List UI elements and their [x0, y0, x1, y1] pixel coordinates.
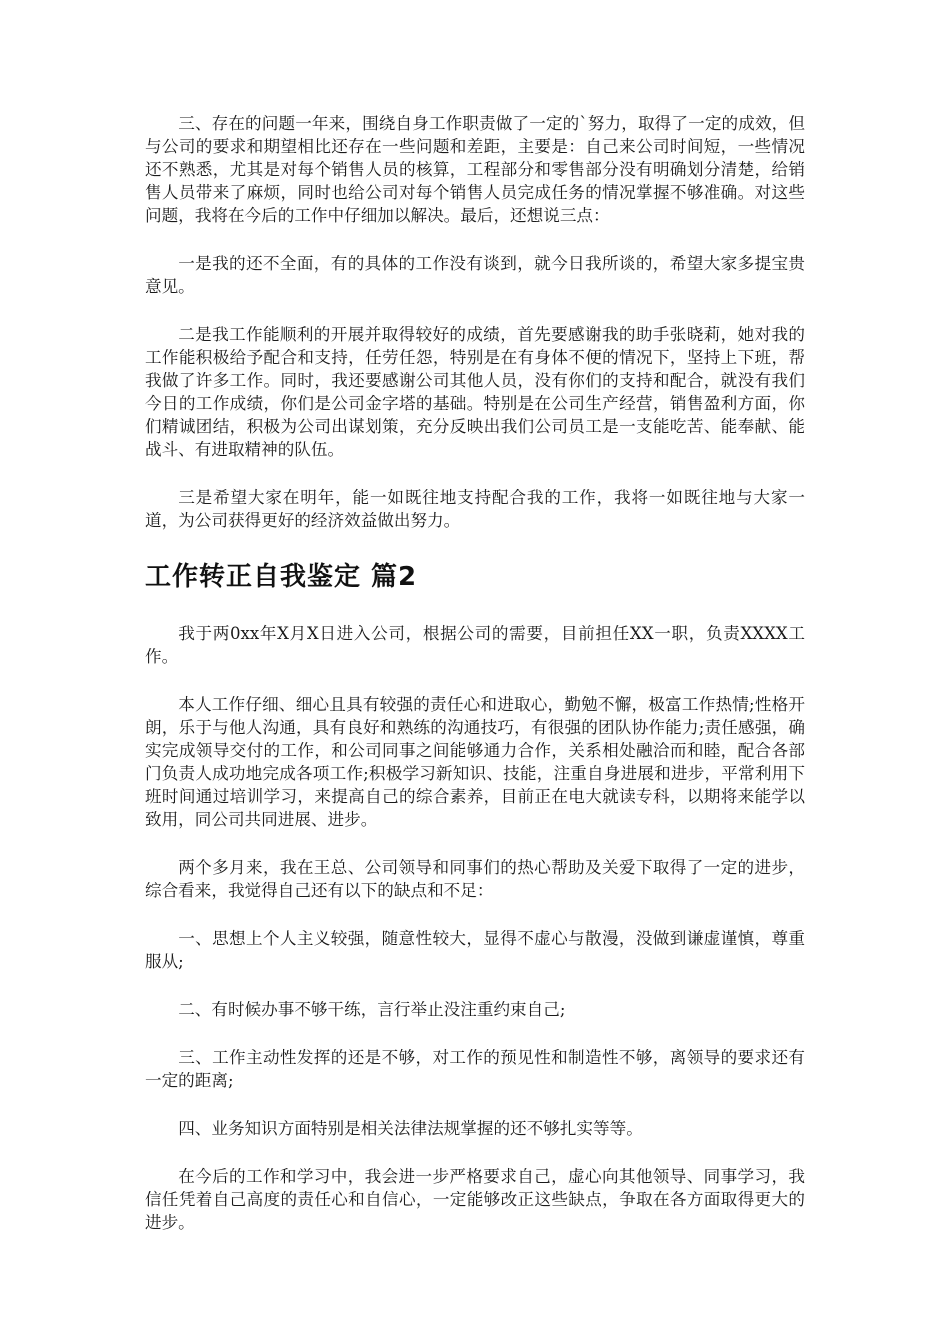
paragraph-intro: 我于两0xx年X月X日进入公司，根据公司的需要，目前担任XX一职，负责XXXX工作。 [145, 624, 805, 666]
paragraph-shortcoming-2: 二、有时候办事不够干练，言行举止没注重约束自己; [178, 1000, 566, 1019]
paragraph-problems: 三、存在的问题一年来，围绕自身工作职责做了一定的`努力，取得了一定的成效，但与公司的要求和期望相比还存在一些问题和差距，主要是：自己来公司时间短，一些情况还不熟悉，尤其是对每个销售人员的核算，工程部分和零售部分没有明确划分清楚，给销售人员带来了麻烦，同时也给公司对每个销售人员完成任务的情况掌握不够准确。对这些问题，我将在今后的工作中仔细加以解决。最后，还想说三点： [145, 114, 805, 225]
paragraph-self-description: 本人工作仔细、细心且具有较强的责任心和进取心，勤勉不懈，极富工作热情;性格开朗，乐于与他人沟通，具有良好和熟练的沟通技巧，有很强的团队协作能力;责任感强，确实完成领导交付的工作，和公司同事之间能够通力合作，关系相处融洽而和睦，配合各部门负责人成功地完成各项工作;积极学习新知识、技能，注重自身进展和进步，平常利用下班时间通过培训学习，来提高自己的综合素养，目前正在电大就读专科，以期将来能学以致用，同公司共同进展、进步。 [145, 695, 805, 829]
paragraph-point-one: 一是我的还不全面，有的具体的工作没有谈到，就今日我所谈的，希望大家多提宝贵意见。 [145, 254, 805, 296]
document-page [145, 112, 805, 1259]
paragraph-shortcoming-4: 四、业务知识方面特别是相关法律法规掌握的还不够扎实等等。 [178, 1119, 643, 1138]
paragraph-shortcoming-3: 三、工作主动性发挥的还是不够，对工作的预见性和制造性不够，离领导的要求还有一定的距离; [145, 1048, 805, 1090]
paragraph-shortcoming-1: 一、思想上个人主义较强，随意性较大，显得不虚心与散漫，没做到谦虚谨慎，尊重服从; [145, 929, 805, 971]
paragraph-shortcomings-intro: 两个多月来，我在王总、公司领导和同事们的热心帮助及关爱下取得了一定的进步，综合看来，我觉得自己还有以下的缺点和不足： [145, 858, 805, 900]
paragraph-point-two: 二是我工作能顺利的开展并取得较好的成绩，首先要感谢我的助手张晓莉，她对我的工作能积极给予配合和支持，任劳任怨，特别是在有身体不便的情况下，坚持上下班，帮我做了许多工作。同时，我还要感谢公司其他人员，没有你们的支持和配合，就没有我们今日的工作成绩，你们是公司金字塔的基础。特别是在公司生产经营，销售盈利方面，你们精诚团结，积极为公司出谋划策，充分反映出我们公司员工是一支能吃苦、能奉献、能战斗、有进取精神的队伍。 [145, 325, 805, 459]
paragraph-conclusion: 在今后的工作和学习中，我会进一步严格要求自己，虚心向其他领导、同事学习，我信任凭着自己高度的责任心和自信心，一定能够改正这些缺点，争取在各方面取得更大的进步。 [145, 1167, 805, 1232]
section-heading: 工作转正自我鉴定 篇2 [145, 562, 418, 592]
paragraph-point-three: 三是希望大家在明年，能一如既往地支持配合我的工作，我将一如既往地与大家一道，为公司获得更好的经济效益做出努力。 [145, 488, 805, 530]
